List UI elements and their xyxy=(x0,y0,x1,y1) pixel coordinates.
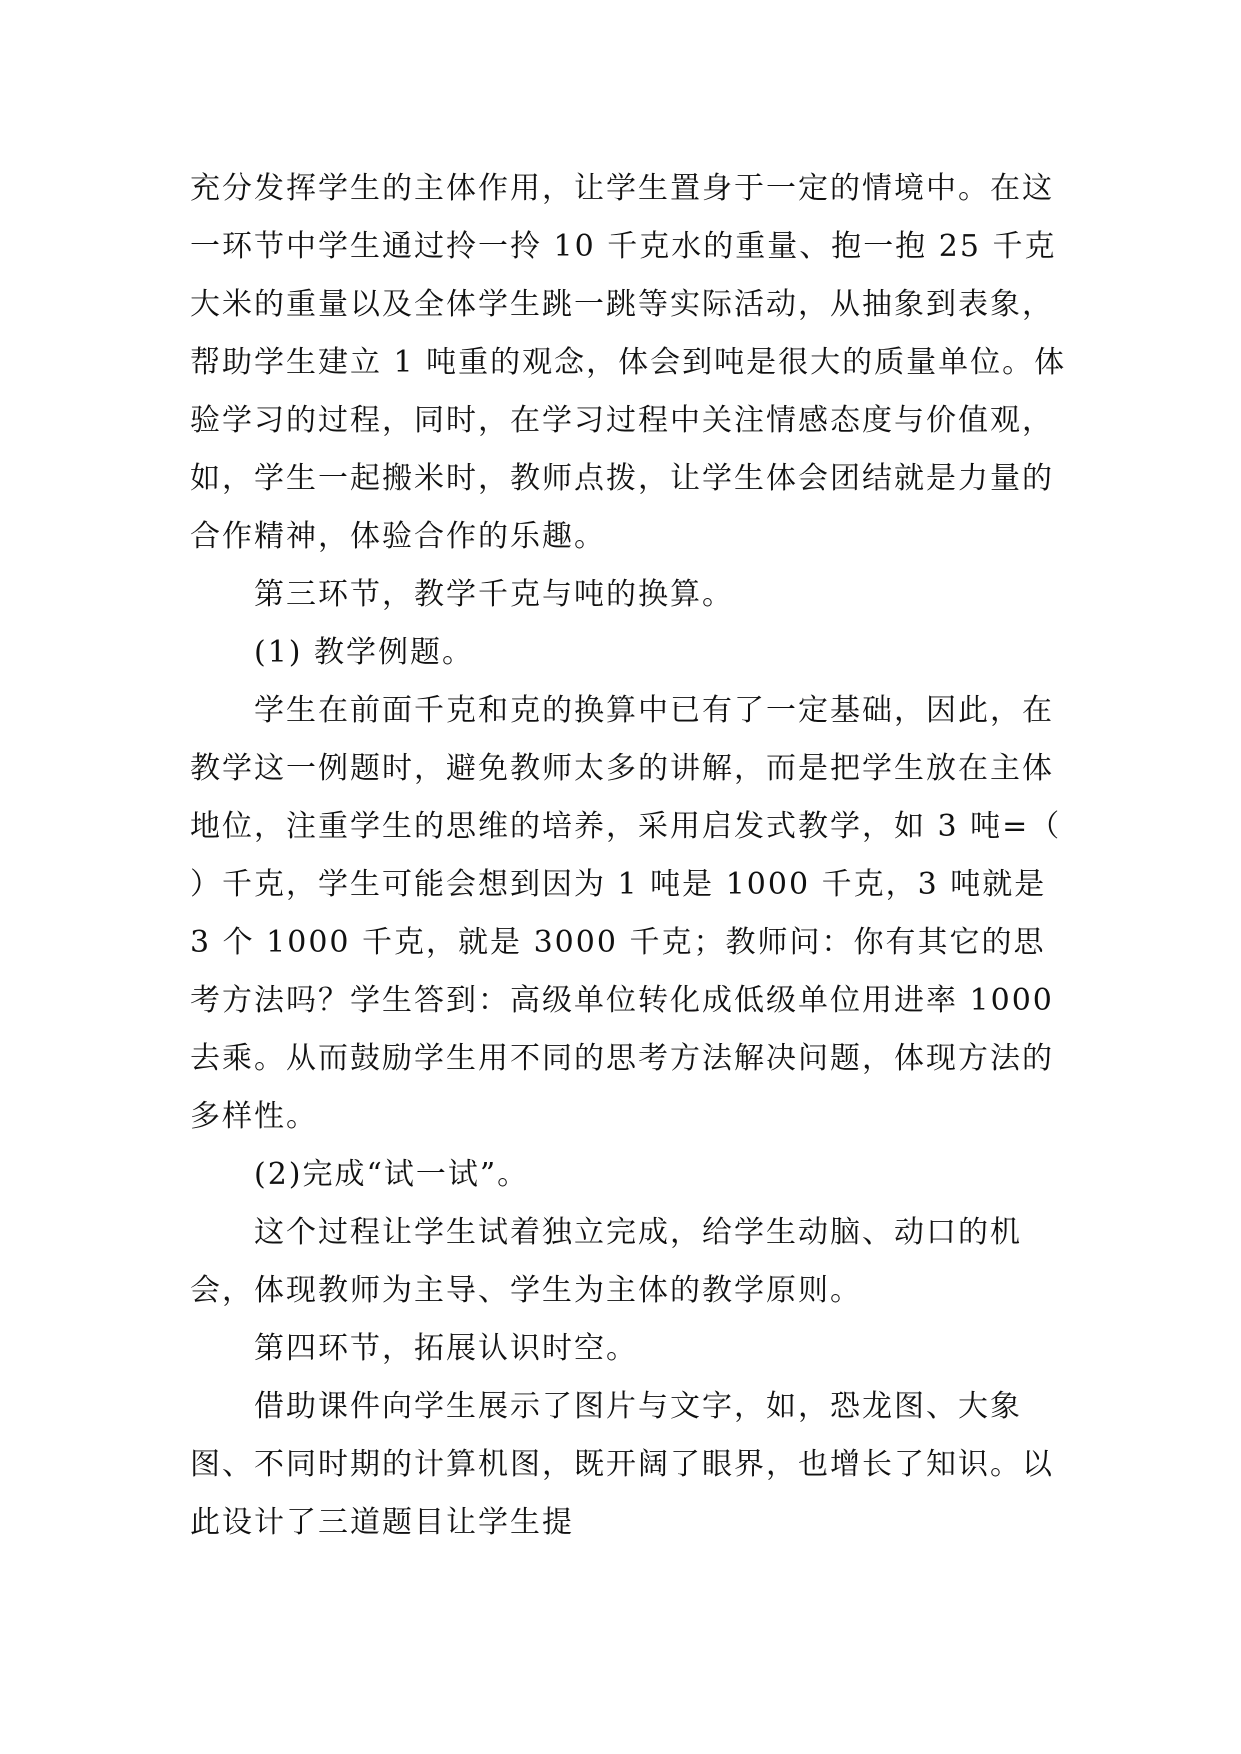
paragraph: (2)完成“试一试”。 xyxy=(254,1157,530,1192)
paragraph: 借助课件向学生展示了图片与文字，如，恐龙图、大象图、不同时期的计算机图，既开阔了眼界，也增长了知识。以此设计了三道题目让学生提 xyxy=(190,1389,1054,1540)
paragraph: 这个过程让学生试着独立完成，给学生动脑、动口的机会，体现教师为主导、学生为主体的教学原则。 xyxy=(190,1215,1022,1308)
paragraph: 学生在前面千克和克的换算中已有了一定基础，因此，在教学这一例题时，避免教师太多的讲解，而是把学生放在主体地位，注重学生的思维的培养，采用启发式教学，如 3 吨=（ ）千克，学生可能会想到因为 1 吨是 1000 千克，3 吨就是 3 个 1000 千克，就是 3000 千克；教师问：你有其它的思考方法吗？学生答到：高级单位转化成低级单位用进率 1000 去乘。从而鼓励学生用不同的思考方法解决问题，体现方法的多样性。 xyxy=(190,693,1062,1134)
paragraph: 第四环节，拓展认识时空。 xyxy=(254,1331,638,1366)
paragraph: 第三环节，教学千克与吨的换算。 xyxy=(254,577,734,612)
paragraph: (1) 教学例题。 xyxy=(254,635,475,670)
body-text xyxy=(190,160,1070,1552)
paragraph: 充分发挥学生的主体作用，让学生置身于一定的情境中。在这一环节中学生通过拎一拎 10 千克水的重量、抱一抱 25 千克大米的重量以及全体学生跳一跳等实际活动，从抽象到表象，帮助学生建立 1 吨重的观念，体会到吨是很大的质量单位。体验学习的过程，同时，在学习过程中关注情感态度与价值观，如，学生一起搬米时，教师点拨，让学生体会团结就是力量的合作精神，体验合作的乐趣。 xyxy=(190,171,1067,554)
